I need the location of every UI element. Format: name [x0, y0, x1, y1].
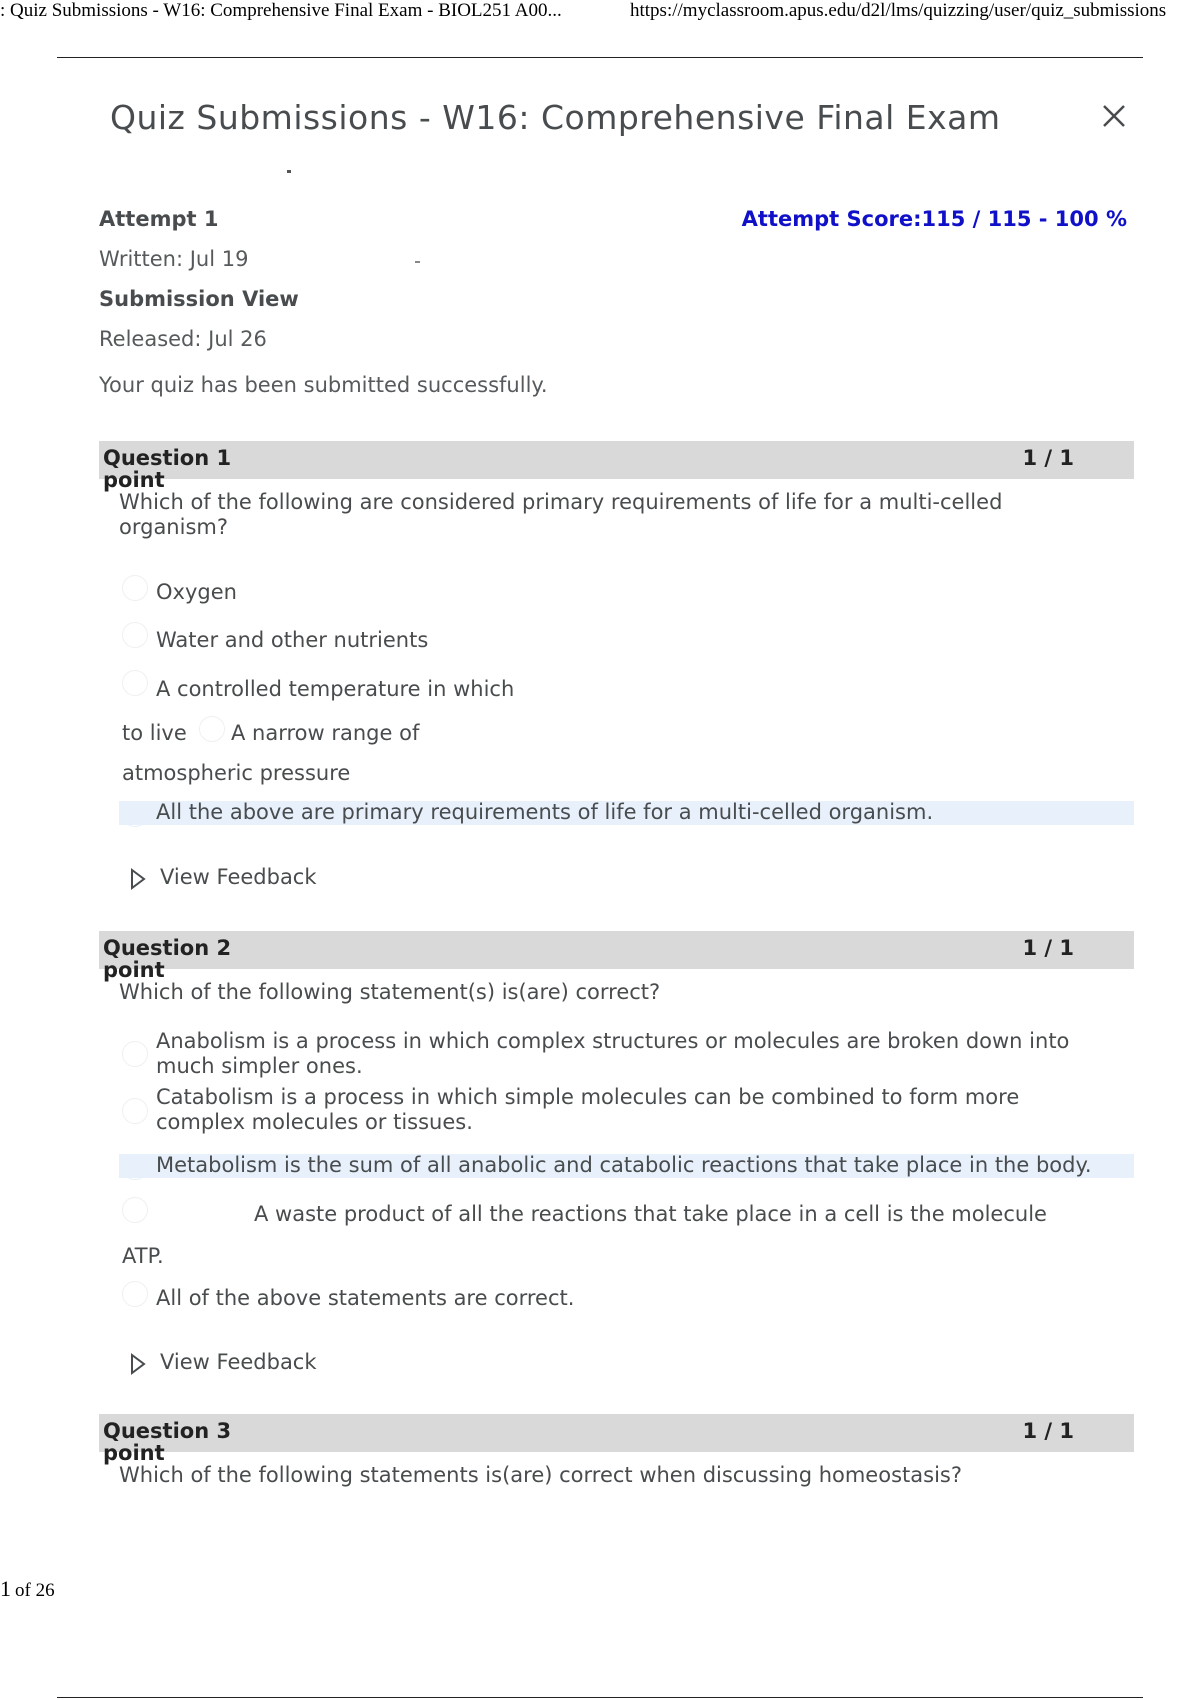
q2-option-4-label: A waste product of all the reactions that take place in a cell is the molecule: [254, 1202, 1047, 1226]
q2-option-4-continuation: ATP.: [122, 1244, 164, 1268]
question-2-label: Question 2: [103, 936, 232, 960]
dialog-title: Quiz Submissions - W16: Comprehensive Final Exam: [110, 98, 1001, 137]
question-3-point-label: point: [103, 1441, 165, 1465]
attempt-label: Attempt 1: [99, 207, 219, 231]
q2-option-2-radio[interactable]: [122, 1098, 148, 1124]
q2-option-3-label: Metabolism is the sum of all anabolic and catabolic reactions that take place in the body.: [156, 1153, 1092, 1177]
q1-option-2-radio[interactable]: [122, 622, 148, 648]
question-3-text: Which of the following statements is(are) correct when discussing homeostasis?: [119, 1463, 962, 1487]
q1-option-5-radio[interactable]: [122, 801, 148, 827]
page-number-total: of 26: [15, 1580, 55, 1601]
triangle-right-icon: [130, 868, 146, 890]
q2-option-4-radio[interactable]: [122, 1197, 148, 1223]
question-2-text: Which of the following statement(s) is(are) correct?: [119, 980, 661, 1004]
q2-option-1-label: Anabolism is a process in which complex structures or molecules are broken down into much simpler ones.: [156, 1029, 1070, 1078]
question-3-label: Question 3: [103, 1419, 232, 1443]
question-1-point-label: point: [103, 468, 165, 492]
q1-option-2-label: Water and other nutrients: [156, 628, 429, 652]
question-1-score: 1 / 1: [1022, 446, 1074, 470]
q1-option-3-label: A controlled temperature in which: [156, 677, 515, 701]
question-2-point-label: point: [103, 958, 165, 982]
q1-option-3-continuation: to live: [122, 721, 187, 745]
print-header-url: https://myclassroom.apus.edu/d2l/lms/quizzing/user/quiz_submissions: [630, 0, 1167, 21]
question-1-label: Question 1: [103, 446, 232, 470]
question-3-header: [99, 1414, 1134, 1465]
question-1-header: [99, 441, 1134, 492]
question-2-header: [99, 931, 1134, 982]
q2-option-3-radio[interactable]: [122, 1154, 148, 1180]
print-header-title: : Quiz Submissions - W16: Comprehensive Final Exam - BIOL251 A00...: [0, 0, 562, 21]
q2-option-5-radio[interactable]: [122, 1281, 148, 1307]
close-icon[interactable]: [1098, 100, 1130, 132]
q1-option-5-label: All the above are primary requirements of life for a multi-celled organism.: [156, 800, 934, 824]
submission-success-message: Your quiz has been submitted successfully.: [99, 373, 548, 397]
attempt-score: Attempt Score:115 / 115 - 100 %: [741, 207, 1127, 231]
written-artifact-dot: [415, 261, 420, 263]
released-date: Released: Jul 26: [99, 327, 267, 351]
q1-option-4-radio[interactable]: [199, 716, 225, 742]
question-2-score: 1 / 1: [1022, 936, 1074, 960]
bottom-divider: [57, 1697, 1143, 1698]
print-header: [0, 0, 1200, 26]
q1-option-1-label: Oxygen: [156, 580, 237, 604]
top-divider: [57, 57, 1143, 58]
submission-view-heading: Submission View: [99, 287, 299, 311]
page-number-current: 1: [0, 1576, 11, 1601]
q2-view-feedback-label: View Feedback: [160, 1350, 317, 1374]
page-number: [0, 1576, 55, 1602]
q1-option-4-continuation: atmospheric pressure: [122, 761, 351, 785]
q2-option-5-label: All of the above statements are correct.: [156, 1286, 575, 1310]
q1-view-feedback-label: View Feedback: [160, 865, 317, 889]
q1-option-4-label: A narrow range of: [231, 721, 420, 745]
question-1-text: Which of the following are considered primary requirements of life for a multi-celled organism?: [119, 490, 1003, 539]
title-artifact-dot: [287, 170, 291, 173]
q1-option-1-radio[interactable]: [122, 575, 148, 601]
q2-option-1-radio[interactable]: [122, 1041, 148, 1067]
written-date: Written: Jul 19: [99, 247, 249, 271]
q1-option-3-radio[interactable]: [122, 670, 148, 696]
question-3-score: 1 / 1: [1022, 1419, 1074, 1443]
triangle-right-icon: [130, 1353, 146, 1375]
close-x-glyph: [1098, 100, 1130, 132]
q2-option-2-label: Catabolism is a process in which simple molecules can be combined to form more complex molecules or tissues.: [156, 1085, 1020, 1134]
